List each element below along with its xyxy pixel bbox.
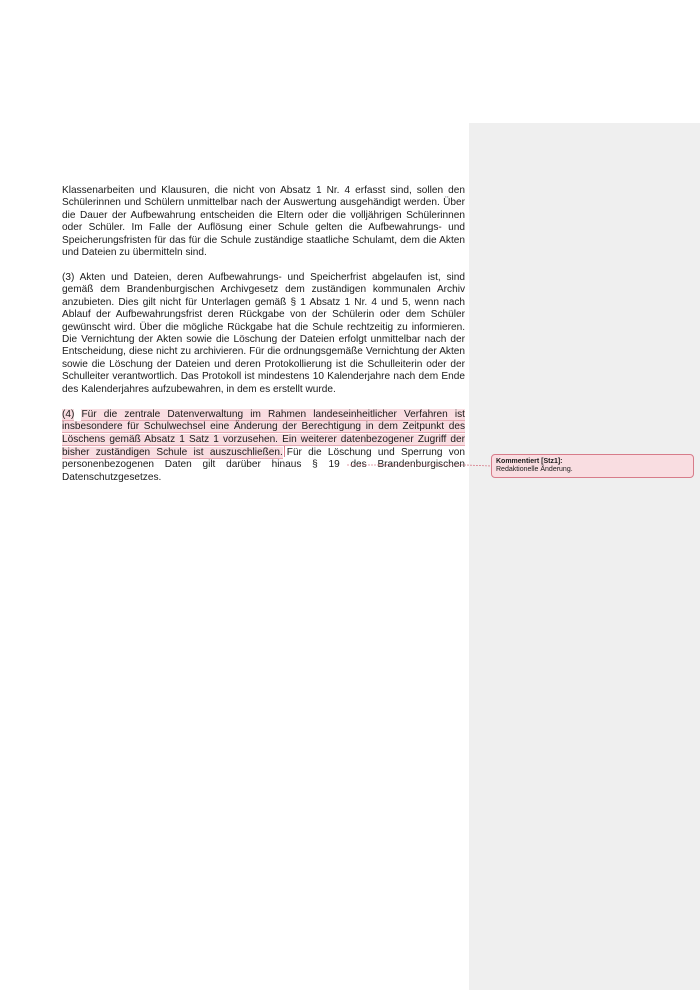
- comment-text: Redaktionelle Änderung.: [496, 466, 573, 474]
- commented-text[interactable]: Für die zentrale Datenverwaltung im Rahmen landeseinheitlicher Verfahren ist insbesondere für Schulwechsel eine Änderung der Berechtigung in dem Zeitpunkt des Löschens gemäß Absatz 1 Satz 1 vorzusehen. Ein weiterer datenbezogener Zugriff der bisher zuständigen Schule ist auszuschließen.: [62, 408, 465, 458]
- comment-author: Kommentiert [Stz1]:: [496, 458, 563, 465]
- paragraph-prefix: (4): [62, 408, 75, 420]
- document-body: [62, 185, 465, 497]
- paragraph-absatz-3: (3) Akten und Dateien, deren Aufbewahrungs- und Speicherfrist abgelaufen ist, sind gemäß dem Brandenburgischen Archivgesetz dem zuständigen kommunalen Archiv anzubieten. Dies gilt nicht für Unterlagen gemäß § 1 Absatz 1 Nr. 4 und 5, wenn nach Ablauf der Aufbewahrungsfrist deren Rückgabe von der Schülerin oder dem Schüler gewünscht wird. Über die mögliche Rückgabe hat die Schule rechtzeitig zu informieren. Die Vernichtung der Akten sowie die Löschung der Dateien erfolgt unmittelbar nach der Entscheidung, diese nicht zu archivieren. Für die ordnungsgemäße Vernichtung der Akten sowie die Löschung der Dateien und deren Protokollierung ist die Schulleiterin oder der Schulleiter verantwortlich. Das Protokoll ist mindestens 10 Kalenderjahre nach dem Ende des Kalenderjahres aufzubewahren, in dem es erstellt wurde.: [62, 272, 465, 395]
- comment-anchor: [284, 446, 286, 457]
- paragraph-rest: Für die Löschung und Sperrung von personenbezogenen Daten gilt darüber hinaus § 19 des Brandenburgischen Datenschutzgesetzes.: [62, 446, 465, 483]
- paragraph-absatz-4: [62, 409, 465, 484]
- markup-pane: [469, 123, 700, 990]
- comment-balloon[interactable]: [491, 454, 694, 478]
- paragraph-klassenarbeiten: Klassenarbeiten und Klausuren, die nicht von Absatz 1 Nr. 4 erfasst sind, sollen den Schülerinnen und Schülern unmittelbar nach der Auswertung ausgehändigt werden. Über die Dauer der Aufbewahrung entscheiden die Eltern oder die volljährigen Schülerinnen oder Schüler. Im Falle der Auflösung einer Schule gelten die Aufbewahrungs- und Speicherungsfristen für das für die Schule zuständige staatliche Schulamt, dem die Akten und Dateien zu übermitteln sind.: [62, 185, 465, 259]
